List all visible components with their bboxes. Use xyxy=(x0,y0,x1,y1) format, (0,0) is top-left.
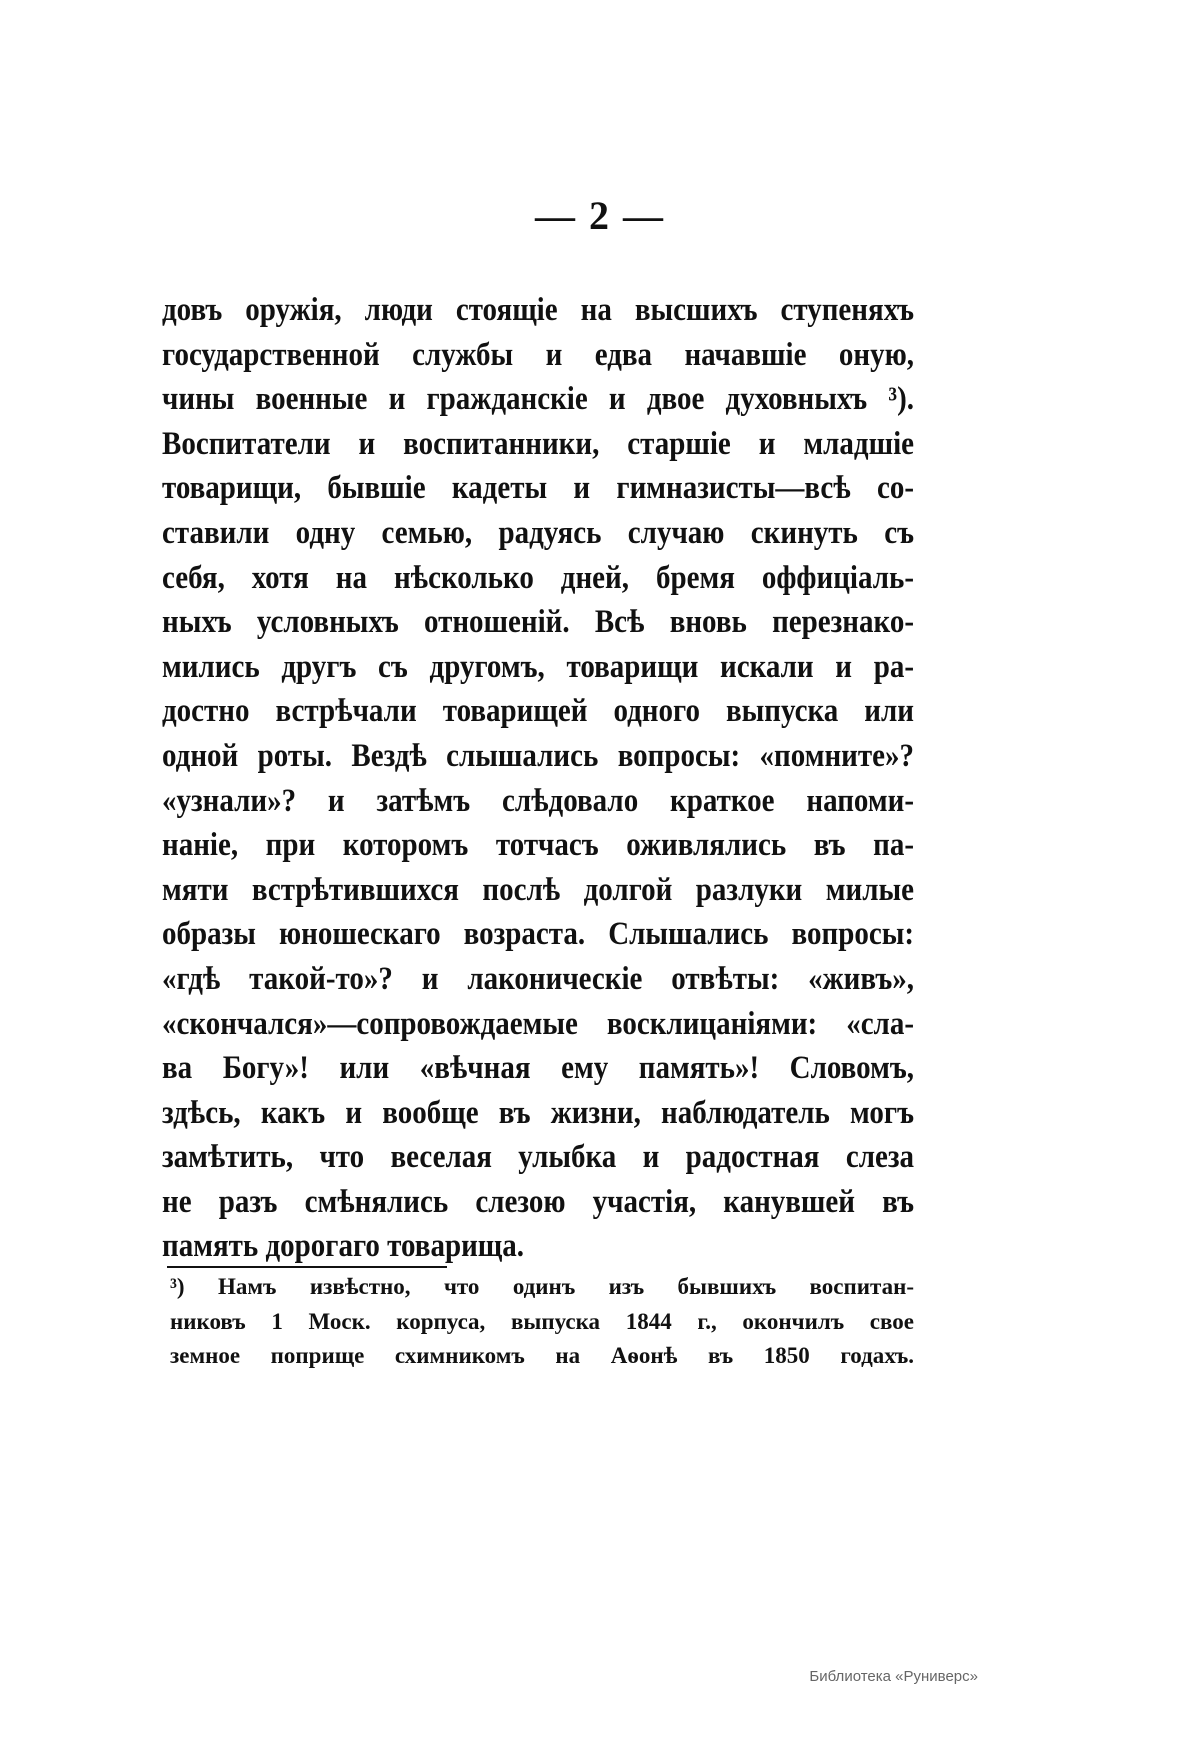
text-line: государственной службы и едва начавшіе оную, xyxy=(162,336,914,373)
text-line: «скончался»—сопровождаемые восклицаніями: «сла- xyxy=(162,1005,914,1042)
text-line: Воспитатели и воспитанники, старшіе и младшіе xyxy=(162,425,914,462)
text-line: чины военные и гражданскіе и двое духовныхъ ³). xyxy=(162,381,914,418)
text-line: «гдѣ такой-то»? и лаконическіе отвѣты: «живъ», xyxy=(162,960,914,997)
text-line: «узнали»? и затѣмъ слѣдовало краткое напоми- xyxy=(162,782,914,819)
footnote xyxy=(170,1270,914,1374)
text-line: не разъ смѣнялись слезою участія, канувшей въ xyxy=(162,1183,914,1220)
text-line: замѣтить, что веселая улыбка и радостная слеза xyxy=(162,1139,914,1176)
text-line: товарищи, бывшіе кадеты и гимназисты—всѣ со- xyxy=(162,470,914,507)
text-line: здѣсь, какъ и вообще въ жизни, наблюдатель могъ xyxy=(162,1094,914,1131)
text-line: мяти встрѣтившихся послѣ долгой разлуки милые xyxy=(162,871,914,908)
text-line: образы юношескаго возраста. Слышались вопросы: xyxy=(162,916,914,953)
footnote-line: земное поприще схимникомъ на Аѳонѣ въ 1850 годахъ. xyxy=(170,1343,914,1368)
footnote-line: ³) Намъ извѣстно, что одинъ изъ бывшихъ воспитан- xyxy=(170,1274,914,1299)
text-line: ныхъ условныхъ отношеній. Всѣ вновь перезнако- xyxy=(162,604,914,641)
text-line: наніе, при которомъ тотчасъ оживлялись въ па- xyxy=(162,827,914,864)
footnote-line: никовъ 1 Моск. корпуса, выпуска 1844 г., окончилъ свое xyxy=(170,1308,914,1334)
text-line: память дорогаго товарища. xyxy=(162,1228,525,1265)
text-line: ва Богу»! или «вѣчная ему память»! Словомъ, xyxy=(162,1050,914,1086)
text-line: одной роты. Вездѣ слышались вопросы: «помните»? xyxy=(162,737,914,774)
text-line: мились другъ съ другомъ, товарищи искали и ра- xyxy=(162,648,914,685)
text-line: себя, хотя на нѣсколько дней, бремя оффиціаль- xyxy=(162,559,914,596)
page-number: — 2 — xyxy=(535,193,665,238)
footnote-divider xyxy=(167,1266,447,1268)
library-watermark: Библиотека «Руниверс» xyxy=(809,1668,978,1685)
text-line: достно встрѣчали товарищей одного выпуска или xyxy=(162,693,914,730)
text-line: довъ оружія, люди стоящіе на высшихъ ступеняхъ xyxy=(162,292,914,328)
body-text xyxy=(162,288,914,1269)
text-line: ставили одну семью, радуясь случаю скинуть съ xyxy=(162,515,914,551)
